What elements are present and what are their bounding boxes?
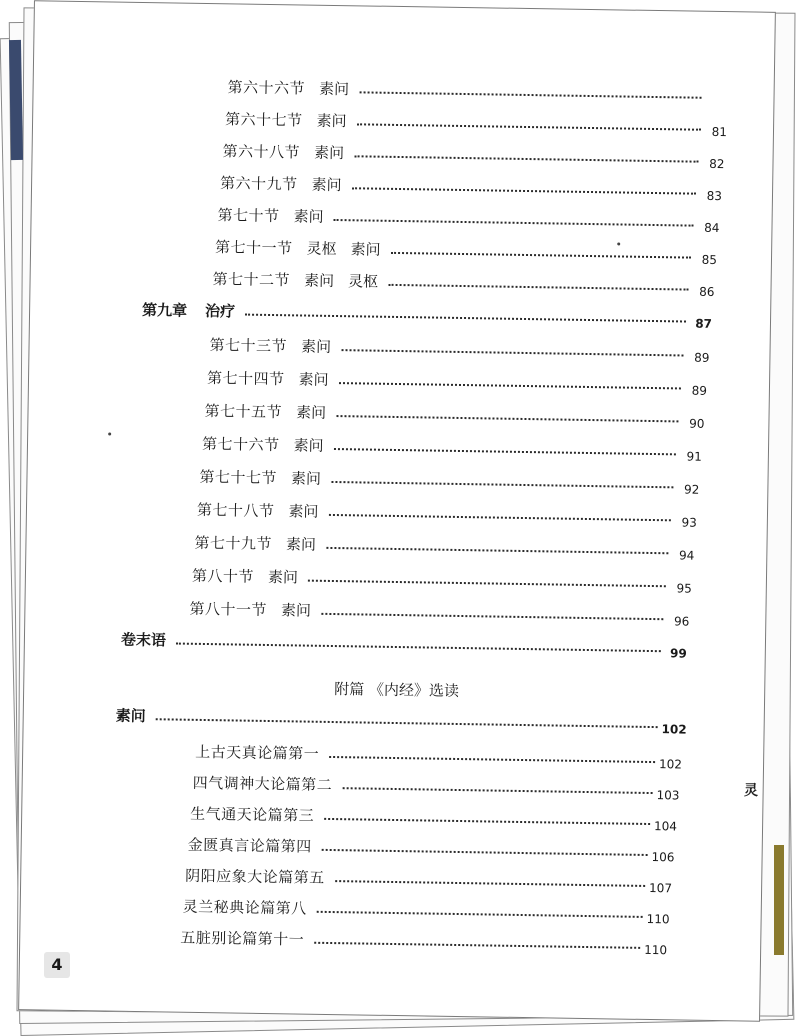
print-speck <box>617 242 620 245</box>
cover-strip <box>9 40 23 160</box>
toc-leader-dots <box>388 284 688 291</box>
toc-section: 第六十九节 <box>220 172 298 194</box>
toc-source: 素问 <box>314 141 344 162</box>
toc-section: 第八十节 <box>192 564 254 586</box>
toc-entry <box>217 202 719 234</box>
toc-section: 第七十六节 <box>202 432 280 454</box>
toc-entry <box>190 801 676 833</box>
toc-page-number: 95 <box>670 581 692 595</box>
toc-page-number: 89 <box>687 351 709 365</box>
toc-source: 素问 <box>298 368 328 389</box>
toc-chapter-heading <box>142 297 712 330</box>
toc-section: 第六十六节 <box>227 76 305 98</box>
toc-page-number: 106 <box>651 850 673 864</box>
toc-leader-dots <box>341 349 683 356</box>
toc-source: 素问 <box>293 434 323 455</box>
toc-page-number: 102 <box>659 757 681 771</box>
toc-leader-dots <box>176 643 661 653</box>
toc-page-number: 91 <box>680 449 702 463</box>
toc-section: 第七十节 <box>217 204 279 226</box>
toc-page-number: 107 <box>649 881 671 895</box>
toc-entry <box>188 832 674 864</box>
toc-entry <box>180 925 666 957</box>
toc-leader-dots <box>336 415 678 422</box>
toc-leader-dots <box>245 314 686 323</box>
toc-entry <box>215 234 717 266</box>
toc-page-number: 110 <box>644 943 666 957</box>
toc-source: 素问 <box>268 565 298 586</box>
toc-entry <box>197 497 697 529</box>
toc-entry <box>207 365 707 397</box>
toc-leader-dots <box>352 187 696 194</box>
toc-source: 素问 <box>311 173 341 194</box>
chapter-number: 第九章 <box>142 298 187 320</box>
toc-section: 第七十七节 <box>199 465 277 487</box>
toc-section: 第八十一节 <box>189 597 267 619</box>
toc-leader-dots <box>359 91 701 98</box>
toc-leader-dots <box>331 481 673 488</box>
toc-source: 素问 <box>281 599 311 620</box>
toc-page-number: 82 <box>702 157 724 171</box>
toc-chapter-title: 上古天真论篇第一 <box>195 740 319 763</box>
toc-leader-dots <box>326 547 668 554</box>
toc-section: 第七十八节 <box>197 498 275 520</box>
toc-entry <box>225 106 727 138</box>
toc-source: 素问 <box>296 401 326 422</box>
toc-leader-dots <box>333 448 675 455</box>
toc-leader-dots <box>329 756 655 763</box>
toc-page-number: 90 <box>682 416 704 430</box>
part-title: 素问 <box>116 704 146 725</box>
toc-entry <box>220 170 722 202</box>
closing-title: 卷末语 <box>121 628 166 650</box>
toc-entry <box>185 863 671 895</box>
toc-page-number: 103 <box>656 788 678 802</box>
toc-section: 第六十八节 <box>222 140 300 162</box>
toc-entry <box>212 266 714 298</box>
toc-source: 素问 <box>288 500 318 521</box>
toc-section: 第七十四节 <box>207 367 285 389</box>
toc-entry <box>209 332 709 364</box>
toc-section: 第七十二节 <box>212 268 290 290</box>
toc-entry <box>202 431 702 463</box>
toc-page-number: 110 <box>647 912 669 926</box>
toc-source: 素问 <box>319 77 349 98</box>
toc-source-secondary: 素问 <box>350 238 380 259</box>
print-speck <box>108 432 111 435</box>
toc-page <box>18 0 776 1022</box>
toc-closing <box>121 627 687 660</box>
toc-page-number: 83 <box>700 189 722 203</box>
page-number: 4 <box>44 952 70 978</box>
toc-chapter-title: 灵兰秘典论篇第八 <box>183 895 307 918</box>
appendix-title: 附篇 《内经》选读 <box>334 678 459 701</box>
toc-source: 素问 <box>316 109 346 130</box>
toc-source-secondary: 灵枢 <box>348 270 378 291</box>
toc-section: 第七十五节 <box>204 399 282 421</box>
toc-leader-dots <box>308 580 666 588</box>
toc-entry <box>195 739 681 771</box>
toc-leader-dots <box>357 123 701 130</box>
toc-page-number: 94 <box>672 548 694 562</box>
toc-leader-dots <box>342 787 652 794</box>
toc-entry <box>227 74 727 106</box>
toc-page-number: 104 <box>654 819 676 833</box>
toc-source: 素问 <box>301 335 331 356</box>
toc-chapter-title: 阴阳应象大论篇第五 <box>185 864 325 887</box>
toc-entry <box>204 398 704 430</box>
toc-leader-dots <box>322 849 648 856</box>
toc-chapter-title: 金匮真言论篇第四 <box>188 833 312 856</box>
toc-entry <box>199 464 699 496</box>
toc-section: 第七十三节 <box>209 334 287 356</box>
next-page-edge-text: 灵 <box>744 780 758 800</box>
toc-page-number: 85 <box>695 253 717 267</box>
toc-section: 第七十九节 <box>194 531 272 553</box>
toc-page-number: 99 <box>665 646 687 660</box>
toc-leader-dots <box>314 942 640 949</box>
toc-entry <box>222 138 724 170</box>
toc-entry <box>183 894 669 926</box>
toc-page-number: 87 <box>690 317 712 331</box>
toc-entry <box>193 770 679 802</box>
toc-chapter-title: 五脏别论篇第十一 <box>180 926 304 949</box>
toc-source: 素问 <box>291 467 321 488</box>
toc-entry <box>189 596 689 628</box>
toc-leader-dots <box>321 613 663 620</box>
toc-page-number: 89 <box>685 384 707 398</box>
toc-page-number: 86 <box>692 285 714 299</box>
toc-section: 第六十七节 <box>225 108 303 130</box>
toc-leader-dots <box>156 718 658 728</box>
toc-source: 素问 <box>293 205 323 226</box>
toc-source: 素问 <box>304 269 334 290</box>
toc-entry <box>194 530 694 562</box>
toc-source: 灵枢 <box>306 237 336 258</box>
toc-page-number: 92 <box>677 482 699 496</box>
toc-source: 素问 <box>286 533 316 554</box>
toc-section: 第七十一节 <box>215 236 293 258</box>
toc-leader-dots <box>324 818 650 825</box>
toc-page-number: 93 <box>675 515 697 529</box>
toc-entry <box>192 563 692 595</box>
toc-chapter-title: 四气调神大论篇第二 <box>193 771 333 794</box>
toc-chapter-title: 生气通天论篇第三 <box>190 802 314 825</box>
toc-leader-dots <box>339 382 681 389</box>
toc-page-number: 102 <box>661 722 683 736</box>
toc-page-number: 96 <box>667 614 689 628</box>
toc-leader-dots <box>354 155 698 162</box>
toc-leader-dots <box>328 514 670 521</box>
toc-page-number: 81 <box>705 125 727 139</box>
cover-strip <box>774 845 784 955</box>
chapter-title: 治疗 <box>205 299 235 320</box>
toc-leader-dots <box>391 252 691 259</box>
toc-page-number: 84 <box>697 221 719 235</box>
toc-leader-dots <box>334 219 694 227</box>
toc-leader-dots <box>335 880 645 887</box>
toc-leader-dots <box>317 911 643 918</box>
toc-part-heading <box>116 703 684 736</box>
